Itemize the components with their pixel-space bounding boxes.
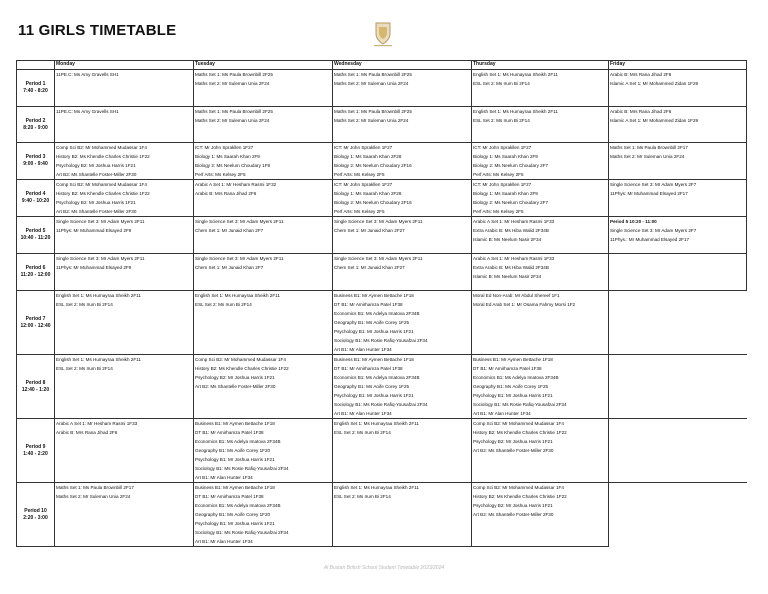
- period-label-line: Period 8: [25, 379, 46, 386]
- period-label-line: 12:00 - 12:40: [20, 322, 51, 329]
- day-header-tuesday: Tuesday: [194, 61, 333, 70]
- period-label-line: 10:40 - 11:20: [20, 235, 51, 241]
- day-header-wednesday: Wednesday: [333, 61, 472, 70]
- lesson-cell: [472, 107, 609, 143]
- lesson-cell: [333, 143, 472, 180]
- lesson-entry: Single Science Set 3: Mr Adam Myers 2F11: [56, 256, 145, 261]
- lesson-cell: [55, 217, 194, 254]
- lesson-entry: Economics B1: Ms Adelya Imatova 2F34B: [195, 439, 281, 444]
- lesson-cell: [194, 107, 333, 143]
- lesson-entry: Single Science Set 3: Mr Adam Myers 2F11: [334, 219, 423, 224]
- lesson-entry: Economics B1: Ms Adelya Imatova 2F34B: [334, 311, 420, 316]
- lesson-entry: Arabic B: Mrs Rana Jihad 2F6: [610, 72, 672, 77]
- lesson-entry: Chem Set 1: Mr Junaid Khan 2F7: [195, 228, 264, 233]
- period-label-line: Period 10: [24, 507, 47, 514]
- lesson-entry: ICT: Mr John Sprakllen 1F27: [334, 182, 393, 187]
- lesson-cell: [194, 143, 333, 180]
- table-row: [17, 143, 747, 180]
- timetable-grid: [16, 60, 747, 547]
- table-row: [17, 419, 747, 483]
- lesson-entry: Biology 2: Ms Neelum Choudary 2F16: [334, 163, 412, 168]
- lesson-entry: Comp Sci B2: Mr Mohammed Mudassar 1F4: [195, 357, 286, 362]
- lesson-entry: Biology 2: Ms Neelum Choudary 2F7: [473, 163, 549, 168]
- lesson-entry: Maths Set 2: Mr Suleman Unia 2F24: [56, 494, 131, 499]
- lesson-entry: Art B2: Ms Shantelle Foster-Miller 2F30: [473, 448, 554, 453]
- lesson-entry: Art B2: Ms Shantelle Foster-Miller 2F30: [56, 209, 137, 214]
- lesson-entry: Geography B1: Ms Aoife Corey 1F25: [334, 320, 410, 325]
- lesson-cell: [472, 483, 609, 547]
- footer-text: Al Bustan British School Student Timetable 2023/2024: [323, 565, 445, 571]
- lesson-entry: Arabic A Set 1: Mr Hesham Rasmi 1F33: [56, 421, 138, 426]
- period-label-line: 1:40 - 2:20: [23, 450, 48, 457]
- table-row: [17, 483, 747, 547]
- lesson-cell: [194, 70, 333, 107]
- period-label: [17, 217, 55, 254]
- lesson-entry: DT B1: Mr Amirhamza Patel 1F38: [473, 366, 542, 371]
- period-label: [17, 107, 55, 143]
- day-header-monday: Monday: [55, 61, 194, 70]
- period-label-line: Period 6: [25, 265, 46, 271]
- lesson-cell: [472, 143, 609, 180]
- lesson-entry: Art B2: Ms Shantelle Foster-Miller 2F30: [195, 384, 276, 389]
- lesson-entry: Single Science Set 3: Mr Adam Myers 2F11: [56, 219, 145, 224]
- lesson-cell: [55, 291, 194, 355]
- lesson-entry: Geography B1: Ms Aoife Corey 1F25: [334, 384, 410, 389]
- lesson-entry: Islamic A Set 1: Mr Mohammed Zidan 1F29: [610, 81, 699, 86]
- lesson-entry: Psychology B1: Mr Joshua Harris 1F21: [195, 457, 275, 462]
- lesson-entry: Sociology B1: Ms Rosie Rafiq-Yousafzai 2F34: [195, 466, 289, 471]
- lesson-entry: Business B1: Mr Aymen Bettache 1F18: [334, 293, 414, 298]
- period-label: [17, 483, 55, 547]
- lesson-entry: Maths Set 2: Mr Suleman Unia 2F24: [195, 118, 270, 123]
- lesson-cell: [472, 291, 609, 355]
- lesson-cell: [55, 483, 194, 547]
- lesson-entry: ESL Set 2: Ms Irum Bi 2F14: [473, 81, 530, 86]
- lesson-entry: Single Science Set 3: Mr Adam Myers 2F7: [610, 228, 697, 233]
- table-row: [17, 180, 747, 217]
- page-title: 11 GIRLS TIMETABLE: [18, 22, 177, 39]
- lesson-cell: [609, 107, 747, 143]
- lesson-entry: Geography B1: Ms Aoife Corey 1F20: [195, 512, 271, 517]
- lesson-entry: Art B1: Mr Alan Hunter 1F34: [334, 347, 392, 352]
- lesson-cell: [333, 254, 472, 291]
- table-row: [17, 254, 747, 291]
- lesson-cell: [55, 107, 194, 143]
- period-label: [17, 291, 55, 355]
- lesson-cell: [194, 254, 333, 291]
- empty-cell: [609, 483, 747, 547]
- lesson-entry: DT B1: Mr Amirhamza Patel 1F38: [195, 494, 264, 499]
- lesson-entry: ESL Set 2: Ms Irum Bi 2F14: [334, 494, 391, 499]
- lesson-entry: Business B1: Mr Aymen Bettache 1F18: [334, 357, 414, 362]
- lesson-entry: Islamic B: Ms Neelum Nasir 2F34: [473, 237, 542, 242]
- period-label: [17, 70, 55, 107]
- lesson-entry: Psychology B2: Mr Joshua Harris 1F21: [195, 375, 275, 380]
- lesson-cell: [472, 419, 609, 483]
- lesson-entry: Maths Set 2: Mr Suleman Unia 2F24: [610, 154, 685, 159]
- lesson-entry: Chem Set 1: Mr Junaid Khan 2F27: [334, 265, 405, 270]
- lesson-entry: Maths Set 1: Ms Paula Brownbill 2F25: [334, 109, 412, 114]
- lesson-entry: Business B1: Mr Aymen Bettache 1F18: [195, 421, 275, 426]
- lesson-cell: [609, 180, 747, 217]
- lesson-cell: [194, 217, 333, 254]
- lesson-entry: Psychology B1: Mr Joshua Harris 1F21: [473, 393, 553, 398]
- lesson-cell: [609, 254, 747, 291]
- lesson-cell: [55, 143, 194, 180]
- lesson-entry: Art B2: Ms Shantelle Foster-Miller 2F30: [473, 512, 554, 517]
- lesson-entry: Psychology B2: Mr Joshua Harris 1F21: [56, 200, 136, 205]
- lesson-cell: [472, 217, 609, 254]
- lesson-entry: Maths Set 2: Mr Suleman Unia 2F24: [334, 81, 409, 86]
- lesson-entry: Arabic B: Mrs Rana Jihad 2F6: [195, 191, 257, 196]
- period-label: [17, 355, 55, 419]
- lesson-entry: Maths Set 1: Ms Paula Brownbill 2F25: [334, 72, 412, 77]
- lesson-entry: ICT: Mr John Sprakllen 1F27: [473, 145, 532, 150]
- lesson-entry: English Set 1: Ms Humayraa Sheikh 2F11: [56, 357, 141, 362]
- period-label-line: 2:20 - 3:00: [23, 514, 48, 521]
- lesson-entry: Art B1: Mr Alan Hunter 1F34: [473, 411, 531, 416]
- lesson-entry: History B2: Ms Khendle Charles Christie 1F22: [473, 430, 567, 435]
- period-label-line: 8:20 - 9:00: [23, 124, 48, 131]
- lesson-entry: Perf Arts: Ms Kelsey 2F5: [473, 172, 524, 177]
- lesson-cell: [55, 70, 194, 107]
- lesson-entry: Art B1: Mr Alan Hunter 1F34: [195, 539, 253, 544]
- lesson-entry: Comp Sci B2: Mr Mohammed Mudassar 1F4: [56, 182, 147, 187]
- lesson-entry: History B2: Ms Khendle Charles Christie 1F22: [56, 154, 150, 159]
- lesson-entry: Biology 2: Ms Neelum Choudary 2F7: [473, 200, 549, 205]
- period-label-line: 9:40 - 10:20: [21, 198, 50, 204]
- lesson-entry: Islamic B: Ms Neelum Nasir 2F34: [473, 274, 542, 279]
- day-header-friday: Friday: [609, 61, 747, 70]
- lesson-entry: Art B2: Ms Shantelle Foster-Miller 2F30: [56, 172, 137, 177]
- lesson-cell: [55, 180, 194, 217]
- lesson-cell: [472, 355, 609, 419]
- lesson-cell: [333, 217, 472, 254]
- lesson-cell: [609, 70, 747, 107]
- table-row: [17, 355, 747, 419]
- lesson-cell: [333, 355, 472, 419]
- lesson-entry: Maths Set 1: Ms Paula Brownbill 2F25: [195, 109, 273, 114]
- lesson-cell: [333, 483, 472, 547]
- lesson-entry: Maths Set 1: Ms Paula Brownbill 2F17: [610, 145, 688, 150]
- lesson-entry: Psychology B1: Mr Joshua Harris 1F21: [195, 521, 275, 526]
- lesson-entry: Arabic A Set 1: Mr Hesham Rasmi 1F33: [473, 219, 555, 224]
- lesson-cell: [194, 483, 333, 547]
- lesson-entry: Extra Arabic B: Ms Hiba Walid 2F34B: [473, 228, 549, 233]
- lesson-entry: DT B1: Mr Amirhamza Patel 1F38: [195, 430, 264, 435]
- lesson-entry: Geography B1: Ms Aoife Corey 1F20: [195, 448, 271, 453]
- lesson-entry: Art B1: Mr Alan Hunter 1F34: [195, 475, 253, 480]
- lesson-entry: Maths Set 1: Ms Paula Brownbill 2F17: [56, 485, 134, 490]
- lesson-entry: English Set 1: Ms Humayraa Sheikh 2F11: [473, 72, 558, 77]
- lesson-entry: Single Science Set 3: Mr Adam Myers 2F11: [195, 219, 284, 224]
- lesson-entry: Maths Set 1: Ms Paula Brownbill 2F25: [195, 72, 273, 77]
- lesson-entry: Perf Arts: Ms Kelsey 2F5: [473, 209, 524, 214]
- lesson-entry: Biology 1: Ms Saarah Khan 2F9: [473, 191, 538, 196]
- period-label-line: Period 2: [25, 117, 46, 124]
- lesson-entry: ICT: Mr John Sprakllen 1F27: [334, 145, 393, 150]
- lesson-entry: Biology 2: Ms Neelum Choudary 2F16: [334, 200, 412, 205]
- day-header-thursday: Thursday: [472, 61, 609, 70]
- lesson-entry: History B2: Ms Khendle Charles Christie 1F22: [195, 366, 289, 371]
- period-label-line: Period 3: [25, 154, 46, 160]
- period-label: [17, 254, 55, 291]
- lesson-entry: ICT: Mr John Sprakllen 1F27: [195, 145, 254, 150]
- lesson-entry: Biology 1: Ms Saarah Khan 2F9: [195, 154, 260, 159]
- lesson-entry: Economics B1: Ms Adelya Imatova 2F34B: [195, 503, 281, 508]
- lesson-entry: History B2: Ms Khendle Charles Christie 1F22: [473, 494, 567, 499]
- table-row: [17, 107, 747, 143]
- lesson-entry: Psychology B1: Mr Joshua Harris 1F21: [334, 393, 414, 398]
- lesson-entry: ESL Set 2: Ms Irum Bi 2F14: [56, 302, 113, 307]
- lesson-entry: Period 5 10:20 - 11:00: [610, 219, 657, 224]
- table-row: [17, 70, 747, 107]
- lesson-cell: [55, 355, 194, 419]
- lesson-entry: Biology 1: Ms Saarah Khan 2F28: [334, 191, 402, 196]
- lesson-entry: Sociology B1: Ms Rosie Rafiq-Yousafzai 2F34: [334, 402, 428, 407]
- lesson-entry: Economics B1: Ms Adelya Imatova 2F34B: [473, 375, 559, 380]
- lesson-entry: Sociology B1: Ms Rosie Rafiq-Yousafzai 2F34: [473, 402, 567, 407]
- period-label-line: Period 7: [25, 315, 46, 322]
- lesson-entry: 11Phys: Mr Muhammad Elsayed 2F9: [56, 228, 132, 233]
- period-label-line: 12:40 - 1:20: [21, 386, 50, 393]
- lesson-entry: Arabic B: Mrs Rana Jihad 2F6: [56, 430, 118, 435]
- lesson-cell: [55, 254, 194, 291]
- lesson-cell: [333, 70, 472, 107]
- lesson-cell: [609, 217, 747, 254]
- lesson-entry: ICT: Mr John Sprakllen 1F27: [473, 182, 532, 187]
- lesson-cell: [333, 419, 472, 483]
- period-label-line: Period 1: [25, 81, 46, 87]
- lesson-entry: Perf Arts: Ms Kelsey 2F5: [334, 172, 385, 177]
- lesson-cell: [194, 180, 333, 217]
- lesson-entry: Biology 2: Ms Neelum Choudary 1F8: [195, 163, 271, 168]
- lesson-entry: Business B1: Mr Aymen Bettache 1F18: [195, 485, 275, 490]
- period-label-line: Period 4: [25, 191, 46, 197]
- lesson-entry: Comp Sci B2: Mr Mohammed Mudassar 1F4: [473, 485, 564, 490]
- lesson-entry: ESL Set 2: Ms Irum Bi 2F14: [473, 118, 530, 123]
- lesson-entry: English Set 1: Ms Humayraa Sheikh 2F11: [473, 109, 558, 114]
- day-header-row: [17, 61, 747, 70]
- lesson-entry: English Set 1: Ms Humayraa Sheikh 2F11: [334, 421, 419, 426]
- lesson-entry: Perf Arts: Ms Kelsey 2F5: [334, 209, 385, 214]
- period-label: [17, 180, 55, 217]
- period-label-line: 9:00 - 9:40: [23, 161, 48, 167]
- lesson-cell: [194, 419, 333, 483]
- lesson-cell: [194, 291, 333, 355]
- lesson-cell: [472, 254, 609, 291]
- table-row: [17, 291, 747, 355]
- lesson-entry: Moral Ed Arab Set 1: Mr Osama Fahmy Morsi 1F2: [473, 302, 576, 307]
- lesson-entry: Arabic A Set 1: Mr Hesham Rasmi 1F32: [195, 182, 277, 187]
- lesson-entry: Psychology B1: Mr Joshua Harris 1F21: [334, 329, 414, 334]
- lesson-entry: Sociology B1: Ms Rosie Rafiq-Yousafzai 2F34: [195, 530, 289, 535]
- lesson-cell: [609, 143, 747, 180]
- period-label-line: Period 5: [25, 228, 46, 234]
- lesson-entry: English Set 1: Ms Humayraa Sheikh 2F11: [334, 485, 419, 490]
- corner-cell: [17, 61, 55, 70]
- lesson-entry: Art B1: Mr Alan Hunter 1F34: [334, 411, 392, 416]
- lesson-entry: Geography B1: Ms Aoife Corey 1F25: [473, 384, 549, 389]
- lesson-entry: History B2: Ms Khendle Charles Christie 1F22: [56, 191, 150, 196]
- lesson-entry: ESL Set 2: Ms Irum Bi 2F14: [334, 430, 391, 435]
- lesson-entry: Extra Arabic B: Ms Hiba Walid 2F34B: [473, 265, 549, 270]
- lesson-entry: Economics B1: Ms Adelya Imatova 2F34B: [334, 375, 420, 380]
- period-label-line: 11:20 - 12:00: [20, 272, 51, 278]
- period-label-line: Period 9: [25, 443, 46, 450]
- lesson-entry: Chem Set 1: Mr Junaid Khan 2F7: [195, 265, 264, 270]
- lesson-entry: Maths Set 2: Mr Suleman Unia 2F24: [334, 118, 409, 123]
- lesson-entry: English Set 1: Ms Humayraa Sheikh 2F11: [195, 293, 280, 298]
- lesson-entry: Islamic A Set 1: Mr Mohammed Zidan 1F29: [610, 118, 699, 123]
- lesson-entry: Comp Sci B2: Mr Mohammed Mudassar 1F4: [56, 145, 147, 150]
- lesson-entry: 11Phys.: Mr Muhammad Elsayed 2F17: [610, 237, 690, 242]
- lesson-entry: Moral Ed Non-Arab: Mr Abdul Shereef 1F1: [473, 293, 560, 298]
- period-label: [17, 419, 55, 483]
- lesson-cell: [333, 107, 472, 143]
- period-label: [17, 143, 55, 180]
- lesson-entry: Arabic B: Mrs Rana Jihad 2F6: [610, 109, 672, 114]
- empty-cell: [609, 419, 747, 483]
- lesson-cell: [472, 70, 609, 107]
- lesson-entry: Psychology B2: Mr Joshua Harris 1F21: [56, 163, 136, 168]
- lesson-entry: Sociology B1: Ms Rosie Rafiq-Yousafzai 2F34: [334, 338, 428, 343]
- lesson-entry: 11PE.C: Ms Amy Gravells SH1: [56, 109, 119, 114]
- lesson-entry: DT B1: Mr Amirhamza Patel 1F38: [334, 366, 403, 371]
- lesson-entry: Chem Set 1: Mr Junaid Khan 2F27: [334, 228, 405, 233]
- lesson-entry: DT B1: Mr Amirhamza Patel 1F38: [334, 302, 403, 307]
- lesson-cell: [333, 291, 472, 355]
- lesson-entry: English Set 1: Ms Humayraa Sheikh 2F11: [56, 293, 141, 298]
- lesson-entry: Comp Sci B2: Mr Mohammed Mudassar 1F4: [473, 421, 564, 426]
- lesson-entry: Arabic A Set 1: Mr Hesham Rasmi 1F33: [473, 256, 555, 261]
- lesson-entry: 11Phys: Mr Muhammad Elsayed 2F17: [610, 191, 688, 196]
- lesson-entry: Psychology B2: Mr Joshua Harris 1F21: [473, 503, 553, 508]
- school-crest-icon: [368, 19, 398, 49]
- lesson-entry: Business B1: Mr Aymen Bettache 1F18: [473, 357, 553, 362]
- lesson-entry: ESL Set 2: Ms Irum Bi 2F14: [56, 366, 113, 371]
- lesson-entry: Psychology B2: Mr Joshua Harris 1F21: [473, 439, 553, 444]
- period-label-line: 7:40 - 8:20: [23, 88, 48, 94]
- lesson-cell: [55, 419, 194, 483]
- lesson-entry: Biology 1: Ms Saarah Khan 2F28: [334, 154, 402, 159]
- lesson-entry: Single Science Set 3: Mr Adam Myers 2F11: [195, 256, 284, 261]
- table-row: [17, 217, 747, 254]
- lesson-entry: Single Science Set 3: Mr Adam Myers 2F7: [610, 182, 697, 187]
- lesson-entry: 11PE.C: Ms Amy Gravells SH1: [56, 72, 119, 77]
- lesson-entry: ESL Set 2: Ms Irum Bi 2F14: [195, 302, 252, 307]
- lesson-entry: 11Phys: Mr Muhammad Elsayed 2F9: [56, 265, 132, 270]
- lesson-cell: [333, 180, 472, 217]
- lesson-entry: Single Science Set 3: Mr Adam Myers 2F11: [334, 256, 423, 261]
- empty-cell: [609, 355, 747, 419]
- lesson-cell: [194, 355, 333, 419]
- lesson-cell: [472, 180, 609, 217]
- lesson-entry: Maths Set 2: Mr Suleman Unia 2F24: [195, 81, 270, 86]
- empty-cell: [609, 291, 747, 355]
- lesson-entry: Perf Arts: Ms Kelsey 2F5: [195, 172, 246, 177]
- lesson-entry: Biology 1: Ms Saarah Khan 2F9: [473, 154, 538, 159]
